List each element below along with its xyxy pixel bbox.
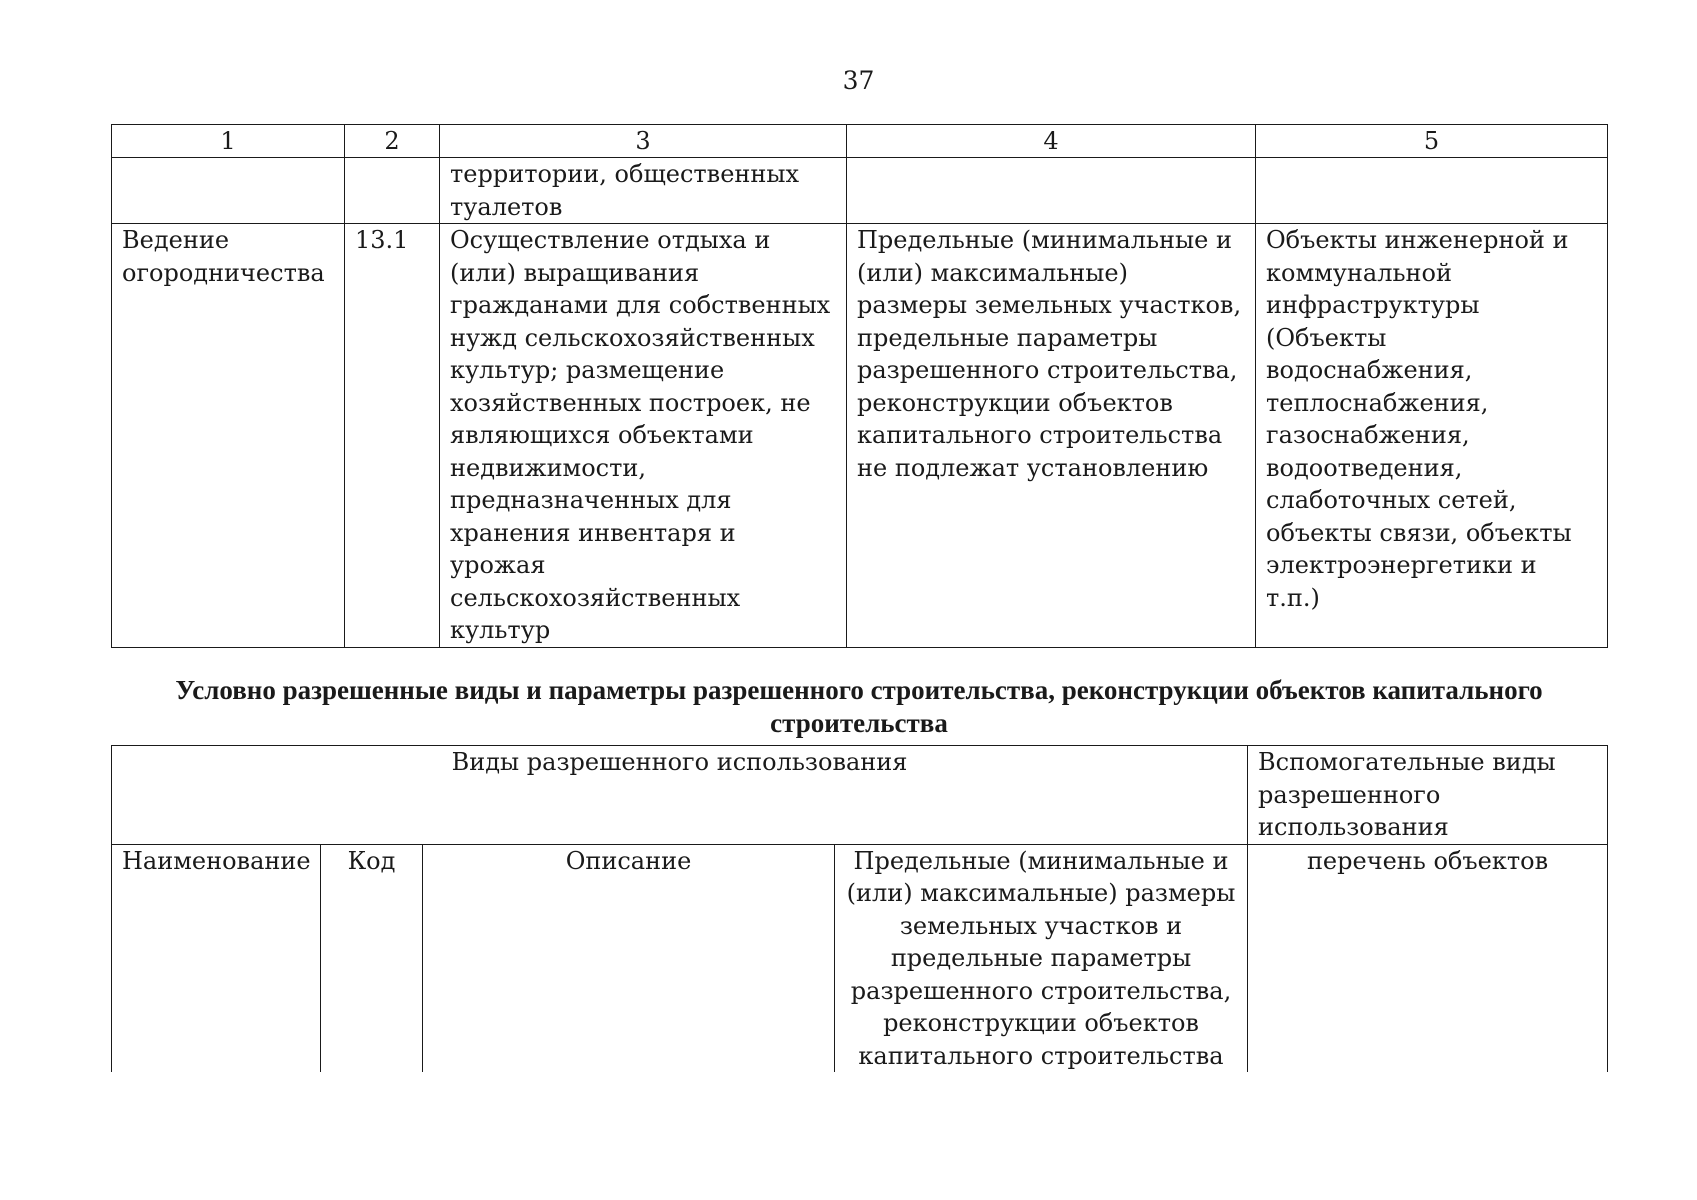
continuation-cell-auxiliary — [1256, 158, 1608, 224]
page-number: 37 — [842, 66, 875, 95]
column-header-parameters: Предельные (минимальные и (или) максимальные) размеры земельных участков и предельные параметры разрешенного строительства, реконструкции объектов капитального строительства — [835, 844, 1248, 1072]
column-number-5: 5 — [1256, 125, 1608, 158]
conditional-use-table — [111, 745, 1608, 1072]
permitted-use-group-header: Виды разрешенного использования — [112, 746, 1248, 845]
column-header-row — [112, 844, 1608, 1072]
continuation-row — [112, 158, 1608, 224]
continuation-cell-name — [112, 158, 345, 224]
continuation-cell-code — [345, 158, 440, 224]
column-header-code: Код — [321, 844, 423, 1072]
column-header-objects: перечень объектов — [1248, 844, 1608, 1072]
land-use-table-continued — [111, 124, 1608, 648]
land-use-parameters: Предельные (минимальные и (или) максимальные) размеры земельных участков, предельные параметры разрешенного строительства, реконструкции объектов капитального строительства не подлежат установлению — [847, 224, 1256, 648]
group-header-row — [112, 746, 1608, 845]
auxiliary-use-header: Вспомогательные виды разрешенного использования — [1248, 746, 1608, 845]
continuation-cell-description: территории, общественных туалетов — [440, 158, 847, 224]
column-number-2: 2 — [345, 125, 440, 158]
column-header-name: Наименование — [112, 844, 321, 1072]
land-use-code: 13.1 — [345, 224, 440, 648]
land-use-description: Осуществление отдыха и (или) выращивания гражданами для собственных нужд сельскохозяйственных культур; размещение хозяйственных построек, не являющихся объектами недвижимости, предназначенных для хранения инвентаря и урожая сельскохозяйственных культур — [440, 224, 847, 648]
land-use-auxiliary: Объекты инженерной и коммунальной инфраструктуры (Объекты водоснабжения, теплоснабжения, газоснабжения, водоотведения, слаботочных сетей, объекты связи, объекты электроэнергетики и т.п.) — [1256, 224, 1608, 648]
column-number-1: 1 — [112, 125, 345, 158]
section-title: Условно разрешенные виды и параметры разрешенного строительства, реконструкции объектов капитального строительства — [175, 675, 1543, 738]
table-row — [112, 224, 1608, 648]
column-number-row — [112, 125, 1608, 158]
column-number-4: 4 — [847, 125, 1256, 158]
continuation-cell-parameters — [847, 158, 1256, 224]
column-header-description: Описание — [423, 844, 835, 1072]
land-use-name: Ведение огородничества — [112, 224, 345, 648]
column-number-3: 3 — [440, 125, 847, 158]
